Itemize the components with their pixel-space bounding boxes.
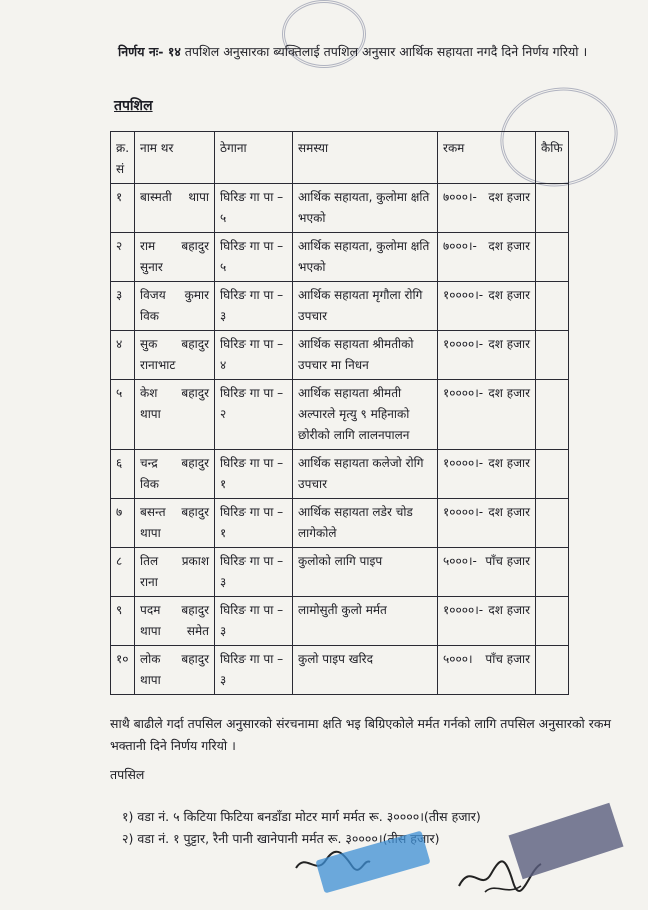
table-row	[111, 450, 569, 499]
amount-value: १००००।-	[443, 505, 484, 519]
address-cell: घिरिङ गा पा – ५	[215, 233, 293, 282]
address-cell: घिरिङ गा पा – १	[215, 499, 293, 548]
header-name: नाम थर	[135, 132, 215, 184]
sn-cell: १	[111, 184, 135, 233]
decision-number: निर्णय नः- १४	[118, 44, 181, 59]
amount-value: ५०००।	[443, 652, 473, 666]
problem-cell: आर्थिक सहायता मृगौला रोगि उपचार	[293, 282, 438, 331]
sn-cell: ४	[111, 331, 135, 380]
table-row	[111, 646, 569, 695]
header-address: ठेगाना	[215, 132, 293, 184]
address-cell: घिरिङ गा पा – ५	[215, 184, 293, 233]
list-heading: तपसिल	[110, 767, 145, 782]
amount-words: दश हजार	[488, 288, 531, 302]
sn-cell: १०	[111, 646, 135, 695]
problem-cell: लामोसुती कुलो मर्मत	[293, 597, 438, 646]
table-row	[111, 184, 569, 233]
repair-list	[122, 806, 481, 850]
problem-cell: कुलो पाइप खरिद	[293, 646, 438, 695]
amount-value: १००००।-	[443, 337, 484, 351]
address-cell: घिरिङ गा पा – १	[215, 450, 293, 499]
problem-cell: आर्थिक सहायता लडेर चोड लागेकोले	[293, 499, 438, 548]
amount-value: ५०००।-	[443, 554, 477, 568]
amount-words: दश हजार	[488, 456, 531, 470]
remarks-cell	[536, 597, 569, 646]
amount-value: १००००।-	[443, 386, 484, 400]
header-sn: क्र. सं	[111, 132, 135, 184]
amount-cell	[438, 597, 536, 646]
remarks-cell	[536, 282, 569, 331]
name-cell: केश बहादुर थापा	[135, 380, 215, 450]
amount-cell	[438, 646, 536, 695]
problem-cell: आर्थिक सहायता श्रीमती अल्पारले मृत्यु ९ महिनाको छोरीको लागि लालनपालन	[293, 380, 438, 450]
sn-cell: ८	[111, 548, 135, 597]
sn-cell: २	[111, 233, 135, 282]
header-amount: रकम	[438, 132, 536, 184]
official-seal	[508, 803, 623, 880]
list-item: २) वडा नं. १ पुट्टार, रैनी पानी खानेपानी मर्मत रू. ३००००।(तीस हजार)	[122, 831, 440, 846]
amount-words: पाँच हजार	[485, 554, 531, 568]
amount-cell	[438, 331, 536, 380]
amount-words: पाँच हजार	[485, 652, 531, 666]
table-row	[111, 548, 569, 597]
address-cell: घिरिङ गा पा – ३	[215, 282, 293, 331]
amount-words: दश हजार	[488, 190, 531, 204]
sn-cell: ७	[111, 499, 135, 548]
name-cell: विजय कुमार विक	[135, 282, 215, 331]
decision-text: तपशिल अनुसारका ब्यक्तिलाई तपशिल अनुसार आर्थिक सहायता नगदै दिने निर्णय गरियो ।	[180, 44, 588, 59]
amount-value: १००००।-	[443, 603, 484, 617]
amount-cell	[438, 282, 536, 331]
closing-paragraph: साथै बाढीले गर्दा तपसिल अनुसारको संरचनामा क्षति भइ बिग्रिएकोले मर्मत गर्नको लागि तपसिल अनुसारको रकम भक्तानी दिने निर्णय गरियो ।	[110, 716, 611, 753]
header-problem: समस्या	[293, 132, 438, 184]
amount-cell	[438, 450, 536, 499]
sn-cell: ६	[111, 450, 135, 499]
remarks-cell	[536, 646, 569, 695]
header-remarks: कैफि	[536, 132, 569, 184]
problem-cell: आर्थिक सहायता कलेजो रोगि उपचार	[293, 450, 438, 499]
problem-cell: कुलोको लागि पाइप	[293, 548, 438, 597]
address-cell: घिरिङ गा पा – ३	[215, 597, 293, 646]
amount-words: दश हजार	[488, 239, 531, 253]
sn-cell: ५	[111, 380, 135, 450]
problem-cell: आर्थिक सहायता, कुलोमा क्षति भएको	[293, 184, 438, 233]
amount-cell	[438, 548, 536, 597]
name-cell: बास्मती थापा	[135, 184, 215, 233]
name-cell: लोक बहादुर थापा	[135, 646, 215, 695]
address-cell: घिरिङ गा पा – ३	[215, 646, 293, 695]
amount-words: दश हजार	[488, 603, 531, 617]
details-heading: तपशिल	[114, 98, 153, 114]
address-cell: घिरिङ गा पा – ३	[215, 548, 293, 597]
table-row	[111, 282, 569, 331]
table-row	[111, 499, 569, 548]
remarks-cell	[536, 450, 569, 499]
address-cell: घिरिङ गा पा – २	[215, 380, 293, 450]
table-row	[111, 380, 569, 450]
name-cell: तिल प्रकाश राना	[135, 548, 215, 597]
amount-value: ७०००।-	[443, 239, 477, 253]
amount-cell	[438, 380, 536, 450]
remarks-cell	[536, 184, 569, 233]
name-cell: पदम बहादुर थापा समेत	[135, 597, 215, 646]
remarks-cell	[536, 548, 569, 597]
decision-paragraph	[118, 40, 623, 64]
amount-words: दश हजार	[488, 337, 531, 351]
remarks-cell	[536, 380, 569, 450]
name-cell: बसन्त बहादुर थापा	[135, 499, 215, 548]
remarks-cell	[536, 331, 569, 380]
table-row	[111, 597, 569, 646]
table-row	[111, 331, 569, 380]
table-row	[111, 233, 569, 282]
amount-value: ७०००।-	[443, 190, 477, 204]
problem-cell: आर्थिक सहायता, कुलोमा क्षति भएको	[293, 233, 438, 282]
amount-words: दश हजार	[488, 505, 531, 519]
beneficiary-table	[110, 131, 569, 695]
table-header-row	[111, 132, 569, 184]
amount-value: १००००।-	[443, 288, 484, 302]
amount-cell	[438, 233, 536, 282]
amount-value: १००००।-	[443, 456, 484, 470]
amount-cell	[438, 499, 536, 548]
amount-cell	[438, 184, 536, 233]
sn-cell: ३	[111, 282, 135, 331]
remarks-cell	[536, 233, 569, 282]
remarks-cell	[536, 499, 569, 548]
problem-cell: आर्थिक सहायता श्रीमतीको उपचार मा निधन	[293, 331, 438, 380]
name-cell: राम बहादुर सुनार	[135, 233, 215, 282]
name-cell: चन्द्र बहादुर विक	[135, 450, 215, 499]
name-cell: सुक बहादुर रानाभाट	[135, 331, 215, 380]
amount-words: दश हजार	[488, 386, 531, 400]
list-item: १) वडा नं. ५ किटिया फिटिया बनडाँडा मोटर मार्ग मर्मत रू. ३००००।(तीस हजार)	[122, 809, 481, 824]
address-cell: घिरिङ गा पा – ४	[215, 331, 293, 380]
sn-cell: ९	[111, 597, 135, 646]
